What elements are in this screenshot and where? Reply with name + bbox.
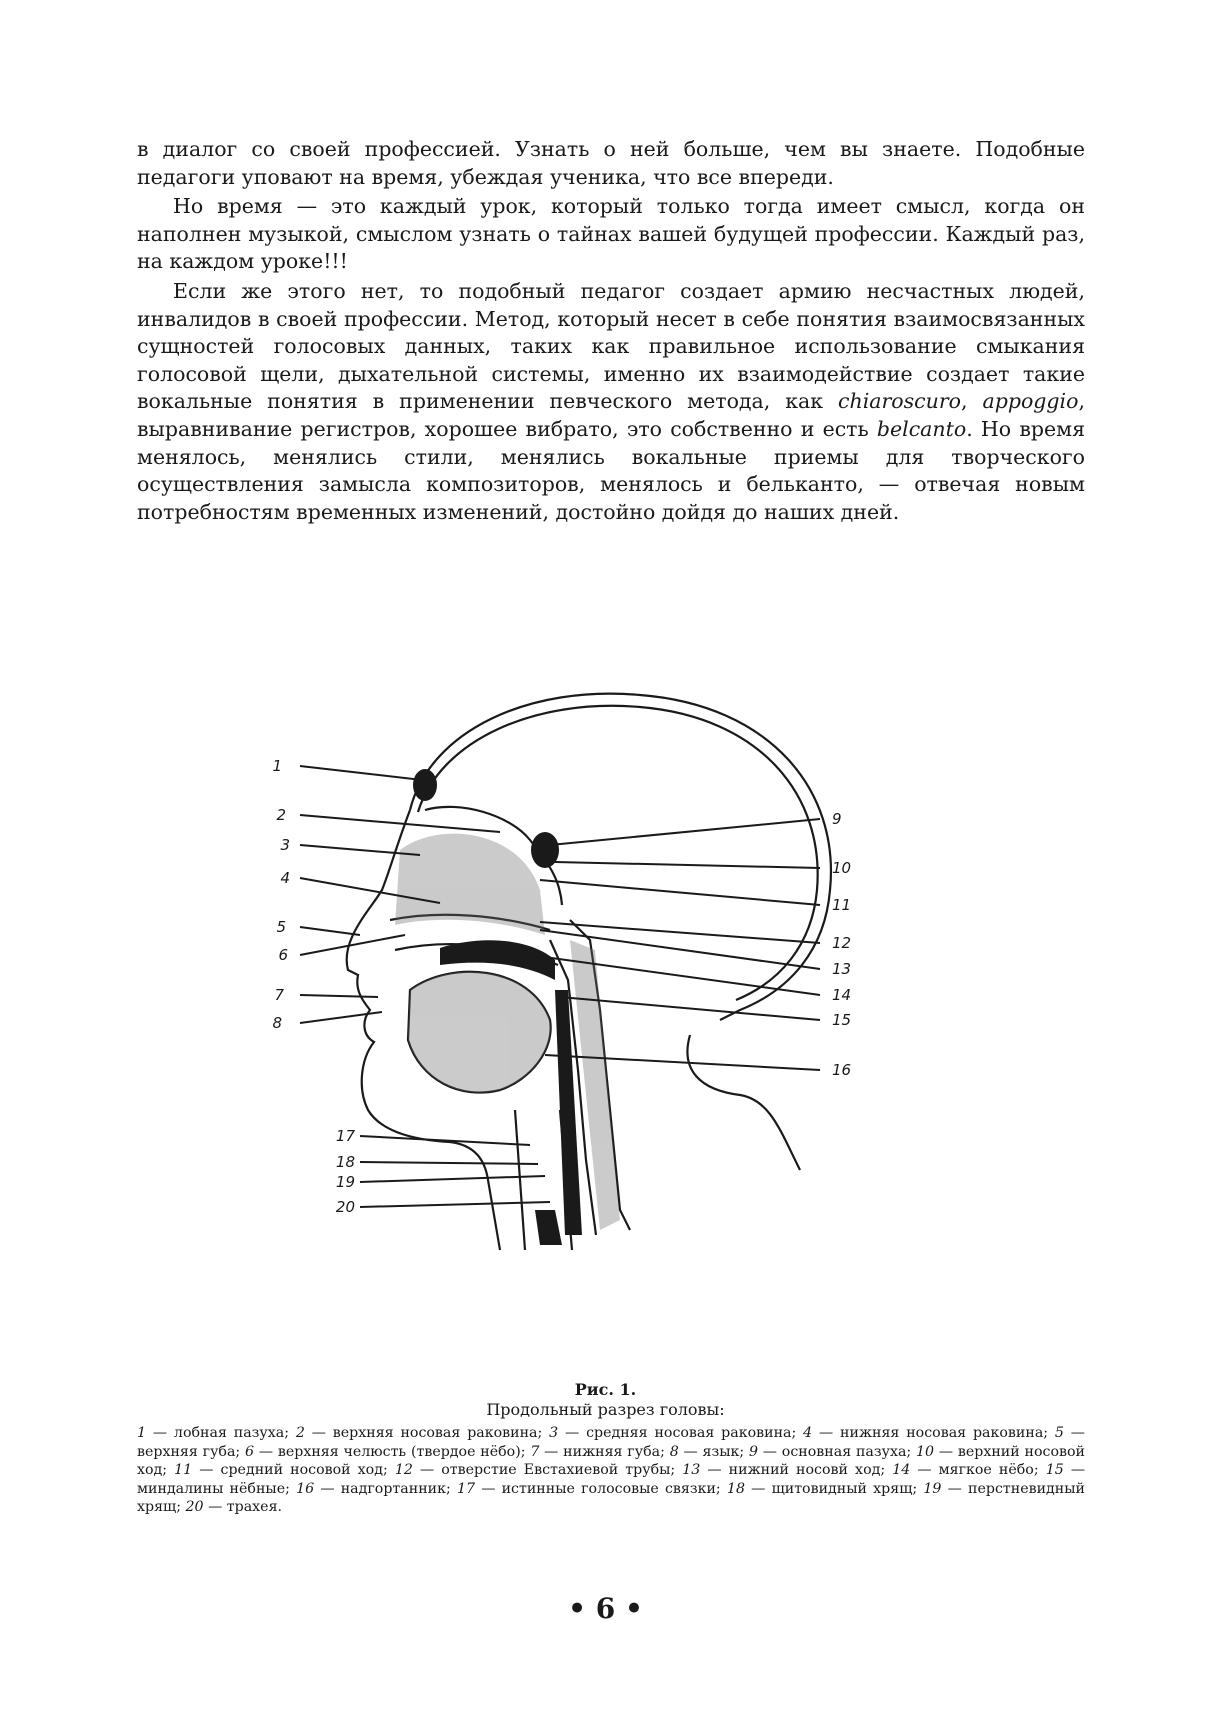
figure-caption-subtitle: Продольный разрез головы: [486, 1400, 725, 1419]
figure-label-15: 15 [832, 1011, 852, 1029]
legend-number: 15 [1045, 1462, 1064, 1479]
body-paragraph [137, 193, 1085, 276]
figure-label-8: 8 [272, 1014, 282, 1032]
legend-number: 1 [137, 1425, 147, 1441]
figure-label-16: 16 [832, 1061, 852, 1079]
text-run: Но время — это каждый урок, который только тогда имеет смысл, когда он наполнен музыкой, смыслом узнать о тайнах вашей будущей профессии. Каждый раз, на каждом уроке!!! [137, 194, 1085, 274]
legend-text: — трахея. [203, 1499, 283, 1516]
figure-label-11: 11 [832, 896, 852, 914]
body-text [137, 136, 1085, 526]
legend-number: 4 [803, 1425, 813, 1441]
legend-number: 3 [549, 1425, 559, 1441]
text-run: в диалог со своей профессией. Узнать о ней больше, чем вы знаете. Подобные педагоги уповают на время, убеждая ученика, что все впереди. [137, 137, 1085, 189]
legend-text: — миндалины нёбные; [137, 1462, 1086, 1497]
page-number: • 6 • [568, 1592, 643, 1625]
body-paragraph [137, 278, 1085, 526]
figure-label-7: 7 [274, 986, 284, 1004]
legend-text: — отверстие Евстахиевой трубы; [412, 1462, 683, 1479]
legend-number: 2 [295, 1425, 305, 1441]
legend-text: — язык; [678, 1443, 749, 1460]
legend-text: — верхняя губа; [137, 1425, 1085, 1460]
figure-caption-title: Рис. 1. [574, 1380, 637, 1399]
figure-label-10: 10 [832, 859, 852, 877]
italic-term: belcanto [876, 416, 967, 441]
legend-number: 13 [682, 1462, 701, 1479]
legend-number: 11 [174, 1462, 193, 1479]
figure-label-1: 1 [272, 757, 282, 775]
head-section-illustration [272, 690, 940, 1350]
legend-text: — средняя носовая раковина; [558, 1425, 804, 1441]
legend-number: 19 [923, 1480, 942, 1497]
legend-number: 18 [726, 1480, 745, 1497]
legend-number: 7 [530, 1443, 540, 1460]
text-run: Если же этого нет, то подобный педагог создает армию несчастных людей, инвалидов в своей профессии. Метод, который несет в себе понятия взаимосвязанных сущностей голосовых данных, таких как правильное использование смыкания голосовой щели, дыхательной системы, именно их взаимодействие создает такие вокальные понятия в применении певческого метода, как [137, 278, 1085, 414]
figure-label-2: 2 [276, 806, 286, 824]
legend-text: — основная пазуха; [758, 1443, 916, 1460]
legend-number: 9 [748, 1443, 758, 1460]
legend-number: 17 [456, 1480, 476, 1497]
figure-label-5: 5 [276, 918, 286, 936]
legend-number: 6 [245, 1443, 255, 1460]
figure-label-12: 12 [832, 934, 852, 952]
legend-number: 10 [916, 1443, 935, 1460]
text-run: , выравнивание регистров, хорошее вибрато, это собственно и есть [137, 389, 1085, 441]
legend-text: — нижний носовй ход; [700, 1462, 893, 1479]
legend-text: — лобная пазуха; [146, 1425, 296, 1441]
figure-label-19: 19 [335, 1173, 355, 1191]
text-run: , [961, 389, 983, 414]
text-run: . Но время менялось, менялись стили, менялись вокальные приемы для творческого осуществления замысла композиторов, менялось и бельканто, — отвечая новым потребностям временных изменений, достойно дойдя до наших дней. [137, 416, 1085, 524]
figure-legend [137, 1424, 1085, 1517]
legend-number: 16 [296, 1480, 315, 1497]
figure-label-9: 9 [832, 810, 842, 828]
legend-text: — нижняя губа; [539, 1443, 670, 1460]
legend-text: — верхний носовой ход; [137, 1443, 1085, 1479]
italic-term: appoggio [982, 389, 1079, 414]
figure-label-13: 13 [832, 960, 852, 978]
figure-label-6: 6 [278, 946, 288, 964]
legend-text: — верхняя челюсть (твердое нёбо); [254, 1443, 531, 1460]
figure-label-20: 20 [335, 1198, 355, 1216]
legend-text: — мягкое нёбо; [910, 1462, 1046, 1479]
legend-number: 8 [669, 1443, 679, 1460]
legend-text: — средний носовой ход; [192, 1462, 395, 1479]
legend-text: — щитовидный хрящ; [744, 1480, 924, 1497]
legend-text: — перстневидный хрящ; [137, 1480, 1085, 1516]
figure-label-4: 4 [280, 869, 290, 887]
italic-term: chiaroscuro [838, 389, 961, 414]
body-paragraph [137, 136, 1085, 191]
figure-label-18: 18 [335, 1153, 355, 1171]
figure-label-14: 14 [832, 986, 852, 1004]
legend-number: 12 [394, 1462, 413, 1479]
legend-text: — надгортанник; [314, 1480, 457, 1497]
head-section-figure [272, 690, 940, 1350]
legend-number: 20 [185, 1499, 204, 1516]
figure-label-3: 3 [280, 836, 290, 854]
legend-number: 14 [892, 1462, 911, 1479]
legend-text: — нижняя носовая раковина; [812, 1425, 1055, 1441]
legend-text: — верхняя носовая раковина; [304, 1425, 550, 1441]
legend-text: — истинные голосовые связки; [475, 1480, 727, 1497]
legend-number: 5 [1054, 1425, 1064, 1441]
figure-label-17: 17 [335, 1127, 355, 1145]
